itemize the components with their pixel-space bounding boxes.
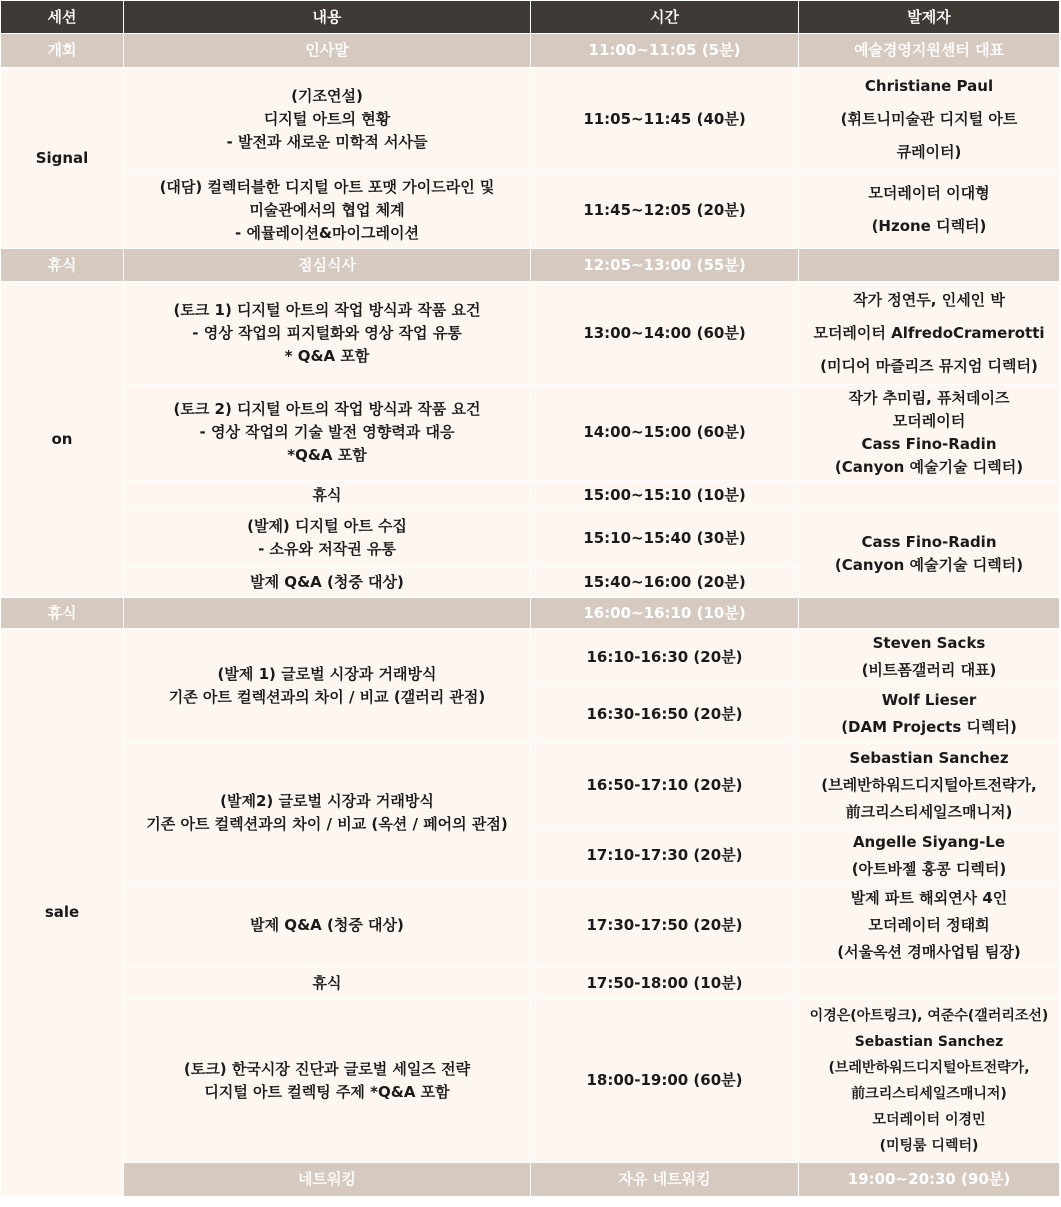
session-sale: sale: [1, 629, 124, 1197]
on-talk1-time: 13:00~14:00 (60분): [531, 282, 799, 385]
break2-time: 16:00~16:10 (10분): [531, 598, 799, 629]
signal-row-1: [1, 68, 1060, 172]
networking-row: [1, 1163, 1060, 1197]
sale-row-1: [1, 629, 1060, 686]
on-qa-time: 15:40~16:00 (20분): [531, 567, 799, 598]
sale-block2-presenter-1: Sebastian Sanchez (브레반하워드디지털아트전략가, 前크리스티세일즈매니저): [799, 743, 1060, 828]
on-talk2-time: 14:00~15:00 (60분): [531, 385, 799, 481]
sale-rest-content: 휴식: [124, 968, 531, 999]
session-on: on: [1, 282, 124, 598]
break2-content: [124, 598, 531, 629]
on-row-3: [1, 481, 1060, 510]
opening-session: 개회: [1, 34, 124, 68]
on-row-2: [1, 385, 1060, 481]
sale-block2-presenter-2: Angelle Siyang-Le (아트바젤 홍콩 디렉터): [799, 828, 1060, 884]
on-talk2-presenter: 작가 추미림, 퓨처데이즈 모더레이터 Cass Fino-Radin (Canyon 예술기술 디렉터): [799, 385, 1060, 481]
networking-session: 네트워킹: [124, 1163, 531, 1197]
signal-keynote-content: (기조연설) 디지털 아트의 현황 - 발전과 새로운 미학적 서사들: [124, 68, 531, 172]
sale-block1-time-1: 16:10-16:30 (20분): [531, 629, 799, 686]
on-break-time: 15:00~15:10 (10분): [531, 481, 799, 510]
signal-keynote-presenter: Christiane Paul (휘트니미술관 디지털 아트 큐레이터): [799, 68, 1060, 172]
session-signal: Signal: [1, 68, 124, 249]
lunch-session: 휴식: [1, 249, 124, 282]
signal-dialogue-presenter: 모더레이터 이대형 (Hzone 디렉터): [799, 172, 1060, 249]
lunch-content: 점심식사: [124, 249, 531, 282]
lunch-row: [1, 249, 1060, 282]
signal-row-2: [1, 172, 1060, 249]
sale-qa-presenter: 발제 파트 해외연사 4인 모더레이터 정태희 (서울옥션 경매사업팀 팀장): [799, 884, 1060, 968]
sale-row-6: [1, 968, 1060, 999]
sale-block1-presenter-2: Wolf Lieser (DAM Projects 디렉터): [799, 686, 1060, 743]
on-talk1-content: (토크 1) 디지털 아트의 작업 방식과 작품 요건 - 영상 작업의 피지털화와 영상 작업 유통 * Q&A 포함: [124, 282, 531, 385]
sale-row-5: [1, 884, 1060, 968]
break2-session: 휴식: [1, 598, 124, 629]
sale-talk-content: (토크) 한국시장 진단과 글로벌 세일즈 전략 디지털 아트 컬렉팅 주제 *Q&A 포함: [124, 999, 531, 1163]
sale-talk-time: 18:00-19:00 (60분): [531, 999, 799, 1163]
signal-dialogue-time: 11:45~12:05 (20분): [531, 172, 799, 249]
on-qa-content: 발제 Q&A (청중 대상): [124, 567, 531, 598]
on-break-content: 휴식: [124, 481, 531, 510]
header-time: 시간: [531, 1, 799, 34]
on-talk2-content: (토크 2) 디지털 아트의 작업 방식과 작품 요건 - 영상 작업의 기술 발전 영향력과 대응 *Q&A 포함: [124, 385, 531, 481]
sale-block1-presenter-1: Steven Sacks (비트폼갤러리 대표): [799, 629, 1060, 686]
opening-presenter: 예술경영지원센터 대표: [799, 34, 1060, 68]
opening-time: 11:00~11:05 (5분): [531, 34, 799, 68]
header-session: 세션: [1, 1, 124, 34]
sale-row-3: [1, 743, 1060, 828]
sale-rest-time: 17:50-18:00 (10분): [531, 968, 799, 999]
networking-content: 자유 네트워킹: [531, 1163, 799, 1197]
sale-qa-time: 17:30-17:50 (20분): [531, 884, 799, 968]
networking-time: 19:00~20:30 (90분): [799, 1163, 1060, 1197]
on-row-1: [1, 282, 1060, 385]
sale-block1-time-2: 16:30-16:50 (20분): [531, 686, 799, 743]
header-content: 내용: [124, 1, 531, 34]
on-presentation-content: (발제) 디지털 아트 수집 - 소유와 저작권 유통: [124, 510, 531, 567]
sale-row-7: [1, 999, 1060, 1163]
on-break-presenter: [799, 481, 1060, 510]
on-talk1-presenter: 작가 정연두, 인세인 박 모더레이터 AlfredoCramerotti (미디어 마즐리즈 뮤지엄 디렉터): [799, 282, 1060, 385]
sale-qa-content: 발제 Q&A (청중 대상): [124, 884, 531, 968]
lunch-presenter: [799, 249, 1060, 282]
on-presentation-presenter: Cass Fino-Radin (Canyon 예술기술 디렉터): [799, 510, 1060, 598]
on-row-4: [1, 510, 1060, 567]
sale-block2-content: (발제2) 글로벌 시장과 거래방식 기존 아트 컬렉션과의 차이 / 비교 (옥션 / 페어의 관점): [124, 743, 531, 884]
opening-content: 인사말: [124, 34, 531, 68]
header-row: [1, 1, 1060, 34]
sale-talk-presenter: 이경은(아트링크), 여준수(갤러리조선) Sebastian Sanchez (브레반하워드디지털아트전략가, 前크리스티세일즈매니저) 모더레이터 이경민 (미팅룸 디렉터): [799, 999, 1060, 1163]
sale-block1-content: (발제 1) 글로벌 시장과 거래방식 기존 아트 컬렉션과의 차이 / 비교 (갤러리 관점): [124, 629, 531, 743]
sale-rest-presenter: [799, 968, 1060, 999]
break2-presenter: [799, 598, 1060, 629]
opening-row: [1, 34, 1060, 68]
lunch-time: 12:05~13:00 (55분): [531, 249, 799, 282]
signal-keynote-time: 11:05~11:45 (40분): [531, 68, 799, 172]
signal-dialogue-content: (대담) 컬렉터블한 디지털 아트 포맷 가이드라인 및 미술관에서의 협업 체계 - 에뮬레이션&마이그레이션: [124, 172, 531, 249]
on-presentation-time: 15:10~15:40 (30분): [531, 510, 799, 567]
header-presenter: 발제자: [799, 1, 1060, 34]
sale-block2-time-1: 16:50-17:10 (20분): [531, 743, 799, 828]
sale-block2-time-2: 17:10-17:30 (20분): [531, 828, 799, 884]
break2-row: [1, 598, 1060, 629]
